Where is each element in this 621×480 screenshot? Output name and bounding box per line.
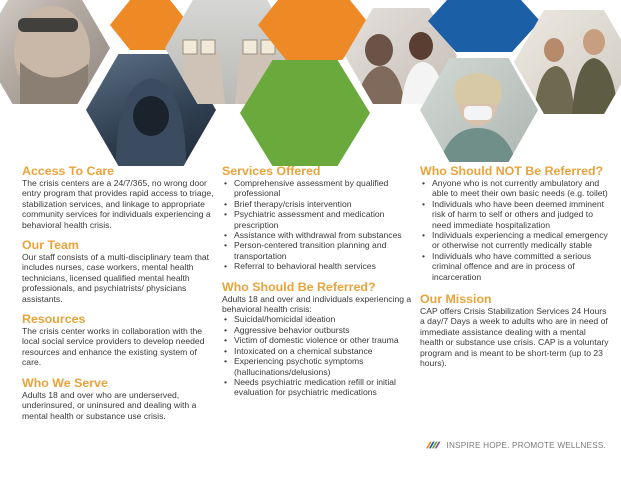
chevron-stripes-logo-icon [426,436,442,454]
list-item: • Experiencing psychotic symptoms (hallucinations/delusions) [222,356,412,377]
resources-heading: Resources [22,312,86,327]
list-item: • Suicidal/homicidal ideation [222,314,412,324]
team-body: Our staff consists of a multi-disciplinary team that includes nurses, case workers, mental health technicians, licensed qualified mental health professionals, and psychiatrists/ physicians assistants. [22,252,210,304]
mission-heading: Our Mission [420,292,492,307]
not-referred-heading: Who Should NOT Be Referred? [420,164,604,178]
referred-intro: Adults 18 and over and individuals experiencing a behavioral health crisis: [222,293,412,315]
list-item: • Psychiatric assessment and medication prescription [222,209,412,230]
middle-column [222,158,412,398]
right-column [420,158,610,369]
serve-body: Adults 18 and over who are underserved, underinsured, or uninsured and dealing with a mental health or substance use crisis. [22,389,197,421]
services-heading: Services Offered [222,164,321,178]
list-item: • Individuals who have been deemed imminent risk of harm to self or others and judged to need immediate hospitalization [420,199,610,230]
serve-heading: Who We Serve [22,375,108,390]
list-item: • Brief therapy/crisis intervention [222,199,412,209]
list-item: • Person-centered transition planning and transportation [222,240,412,261]
services-list [222,178,412,272]
referred-heading: Who Should Be Referred? [222,279,376,294]
list-item: • Assistance with withdrawal from substances [222,230,412,240]
access-heading: Access To Care [22,164,115,178]
mission-body: CAP offers Crisis Stabilization Services 24 Hours a day/7 Days a week to adults who are in need of immediate assistance dealing with a mental health or substance use crisis. CAP is a voluntary program and is meant to be short-term (up to 23 hours). [420,306,609,369]
tagline-text: INSPIRE HOPE. PROMOTE WELLNESS. [446,440,606,450]
access-body: The crisis centers are a 24/7/365, no wrong door entry program that provides rapid access to triage, stabilization services, and linkage to appropriate community services for individuals experiencing a behavioral health crisis. [22,178,214,230]
resources-body: The crisis center works in collaboration with the local social service providers to develop needed resources and enhance the existing system of care. [22,326,205,368]
not-referred-list [420,178,610,282]
list-item: • Needs psychiatric medication refill or initial evaluation for psychiatric medications [222,377,412,398]
list-item: • Referral to behavioral health services [222,261,412,271]
person-covering-mouth-photo [0,0,110,104]
list-item: • Intoxicated on a chemical substance [222,346,412,356]
left-column [22,158,214,421]
hexagon-banner [0,0,621,160]
list-item: • Anyone who is not currently ambulatory and able to meet their own basic needs (e.g. toilet) [420,178,610,199]
referred-list [222,314,412,397]
list-item: • Individuals who have committed a serious criminal offence and are in process of incarceration [420,251,610,282]
list-item: • Victim of domestic violence or other trauma [222,335,412,345]
footer-tagline [426,436,606,454]
list-item: • Individuals experiencing a medical emergency or otherwise not currently medically stable [420,230,610,251]
team-heading: Our Team [22,238,79,253]
list-item: • Aggressive behavior outbursts [222,325,412,335]
list-item: • Comprehensive assessment by qualified professional [222,178,412,199]
